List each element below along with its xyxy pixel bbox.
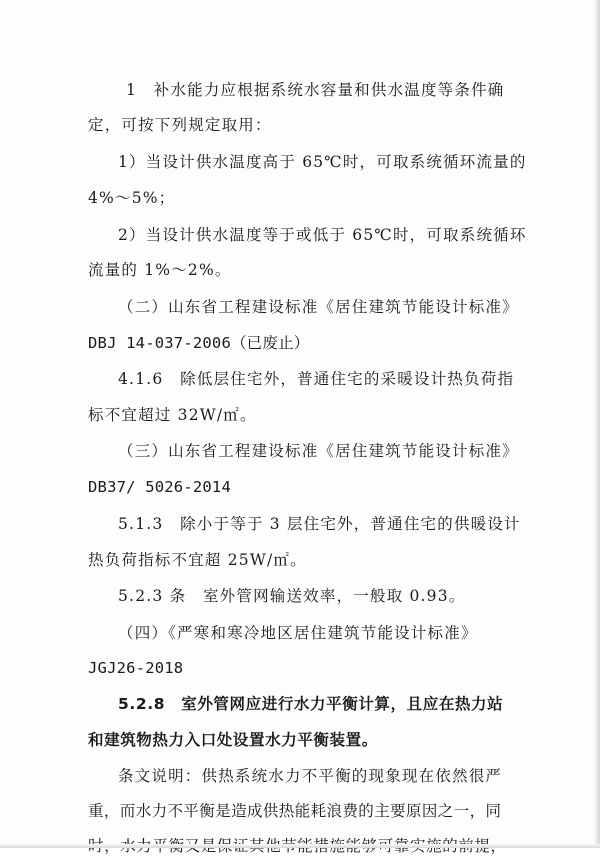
clause-line: 热负荷指标不宜超 25W/㎡。: [88, 551, 307, 569]
paragraph-line: 定，可按下列规定取用：: [88, 116, 272, 134]
bold-clause-line: 5.2.8 室外管网应进行水力平衡计算，且应在热力站: [118, 695, 504, 713]
standard-code: DB37/ 5026-2014: [88, 478, 231, 496]
explanation-line: 重，而水力不平衡是造成供热能耗浪费的主要原因之一，同: [88, 802, 502, 820]
clause-line: 5.1.3 除小于等于 3 层住宅外，普通住宅的供暖设计: [118, 515, 521, 533]
list-item-line: 流量的 1%～2%。: [88, 261, 232, 279]
clause-line: 5.2.3 条 室外管网输送效率，一般取 0.93。: [118, 587, 466, 605]
paragraph-line: 1 补水能力应根据系统水容量和供水温度等条件确: [126, 81, 505, 99]
clause-line: 4.1.6 除低层住宅外，普通住宅的采暖设计热负荷指: [118, 370, 515, 388]
section-heading: （二）山东省工程建设标准《居住建筑节能设计标准》: [118, 298, 519, 316]
bold-clause-line: 和建筑物热力入口处设置水力平衡装置。: [88, 731, 378, 749]
standard-code: JGJ26-2018: [88, 659, 184, 677]
list-item-line: 1）当设计供水温度高于 65℃时，可取系统循环流量的: [118, 153, 527, 171]
page-edge-shadow: [594, 0, 600, 848]
list-item-line: 4%～5%；: [88, 189, 176, 207]
page-edge-shadow: [0, 844, 600, 848]
list-item-line: 2）当设计供水温度等于或低于 65℃时，可取系统循环: [118, 226, 527, 244]
standard-code: DBJ 14-037-2006（已废止）: [88, 334, 310, 352]
clause-line: 标不宜超过 32W/㎡。: [88, 406, 257, 424]
section-heading: （四）《严寒和寒冷地区居住建筑节能设计标准》: [118, 624, 478, 642]
explanation-line: 条文说明：供热系统水力不平衡的现象现在依然很严: [118, 767, 503, 785]
section-heading: （三）山东省工程建设标准《居住建筑节能设计标准》: [118, 442, 519, 460]
